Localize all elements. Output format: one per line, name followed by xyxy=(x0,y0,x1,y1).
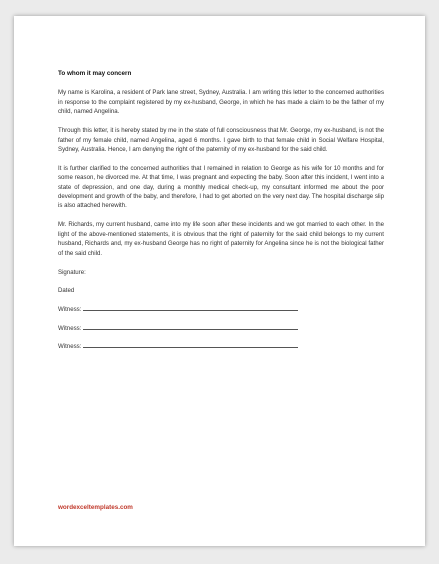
letter-paragraph-2: Through this letter, it is hereby stated by me in the state of full consciousness that Mr. George, my ex-husband, is not the father of my female child, named Angelina, aged 6 months. I gave birth to that female child in Social Welfare Hospital, Sydney, Australia. Hence, I am denying the right of the paternity of my ex-husband for the said child. xyxy=(58,127,384,153)
witness-label: Witness: xyxy=(58,324,82,332)
witness-label: Witness: xyxy=(58,306,82,314)
document-page xyxy=(14,16,425,546)
letter-paragraph-4: Mr. Richards, my current husband, came into my life soon after these incidents and we got married to each other. In the light of the above-mentioned statements, it is obvious that the right of paternity for the said child belongs to my current husband, Richards and, my ex-husband George has no right of paternity for Angelina since he is not the biological father of the said child. xyxy=(58,221,384,257)
witness-line-2 xyxy=(58,323,384,333)
letter-salutation: To whom it may concern xyxy=(58,70,132,77)
dated-label: Dated xyxy=(58,286,75,294)
witness-signature-line xyxy=(83,304,298,311)
witness-signature-line xyxy=(83,341,298,348)
witness-label: Witness: xyxy=(58,343,82,351)
signature-label: Signature: xyxy=(58,268,86,276)
letter-paragraph-1: My name is Karolina, a resident of Park lane street, Sydney, Australia. I am writing this letter to the concerned authorities in response to the complaint registered by my ex-husband, George, in which he has made a claim to be the father of my child, named Angelina. xyxy=(58,89,384,116)
witness-line-1 xyxy=(58,304,384,314)
letter-body xyxy=(58,69,384,360)
witness-signature-line xyxy=(83,323,298,330)
letter-paragraph-3: It is further clarified to the concerned authorities that I remained in relation to George as his wife for 10 months and for some reason, he divorced me. At that time, I was pregnant and expecting the baby. Soon after this incident, I went into a state of depression, and one day, during a monthly medical check-up, my consultant informed me about the poor development and growth of the baby, and therefore, I had to get aborted on the very next day. The hospital discharge slip is also attached herewith. xyxy=(58,164,384,210)
footer-website: wordexceltemplates.com xyxy=(58,504,133,511)
witness-line-3 xyxy=(58,341,384,351)
